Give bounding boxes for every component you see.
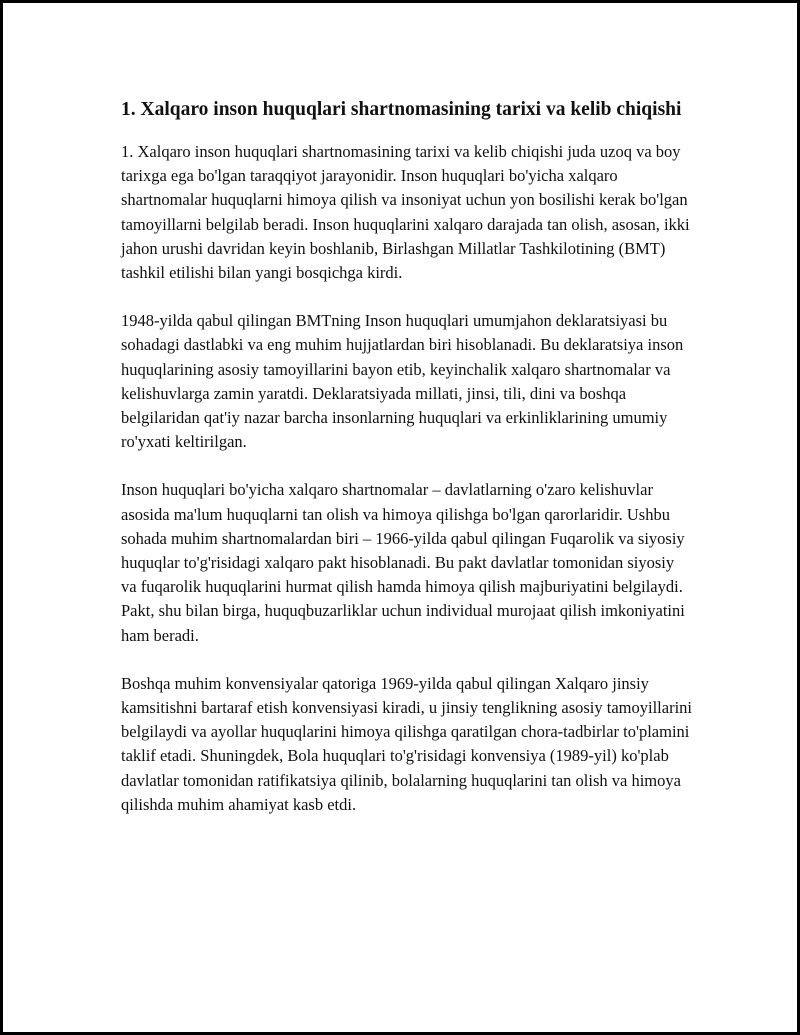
document-body	[121, 96, 693, 841]
paragraph: 1. Xalqaro inson huquqlari shartnomasining tarixi va kelib chiqishi juda uzoq va boy tarixga ega bo'lgan taraqqiyot jarayonidir. Inson huquqlari bo'yicha xalqaro shartnomalar huquqlarni himoya qilish va insoniyat uchun yon bosilishi kerak bo'lgan tamoyillarni belgilab beradi. Inson huquqlarini xalqaro darajada tan olish, asosan, ikki jahon urushi davridan keyin boshlanib, Birlashgan Millatlar Tashkilotining (BMT) tashkil etilishi bilan yangi bosqichga kirdi.	[121, 142, 690, 283]
paragraph: Inson huquqlari bo'yicha xalqaro shartnomalar – davlatlarning o'zaro kelishuvlar asosida ma'lum huquqlarni tan olish va himoya qilishga bo'lgan qarorlaridir. Ushbu sohada muhim shartnomalardan biri – 1966-yilda qabul qilingan Fuqarolik va siyosiy huquqlar to'g'risidagi xalqaro pakt hisoblanadi. Bu pakt davlatlar tomonidan siyosiy va fuqarolik huquqlarini hurmat qilish hamda himoya qilish majburiyatini belgilaydi. Pakt, shu bilan birga, huquqbuzarliklar uchun individual murojaat qilish imkoniyatini ham beradi.	[121, 480, 685, 645]
document-title: 1. Xalqaro inson huquqlari shartnomasining tarixi va kelib chiqishi	[121, 99, 682, 120]
paragraph: 1948-yilda qabul qilingan BMTning Inson huquqlari umumjahon deklaratsiyasi bu sohadagi dastlabki va eng muhim hujjatlardan biri hisoblanadi. Bu deklaratsiya inson huquqlarining asosiy tamoyillarini bayon etib, keyinchalik xalqaro shartnomalar va kelishuvlarga zamin yaratdi. Deklaratsiyada millati, jinsi, tili, dini va boshqa belgilaridan qat'iy nazar barcha insonlarning huquqlari va erkinliklarining umumiy ro'yxati keltirilgan.	[121, 311, 684, 452]
paragraph: Boshqa muhim konvensiyalar qatoriga 1969-yilda qabul qilingan Xalqaro jinsiy kamsitishni bartaraf etish konvensiyasi kiradi, u jinsiy tenglikning asosiy tamoyillarini belgilaydi va ayollar huquqlarini himoya qilishga qaratilgan chora-tadbirlar to'plamini taklif etadi. Shuningdek, Bola huquqlari to'g'risidagi konvensiya (1989-yil) ko'plab davlatlar tomonidan ratifikatsiya qilinib, bolalarning huquqlarini tan olish va himoya qilishda muhim ahamiyat kasb etdi.	[121, 673, 692, 814]
